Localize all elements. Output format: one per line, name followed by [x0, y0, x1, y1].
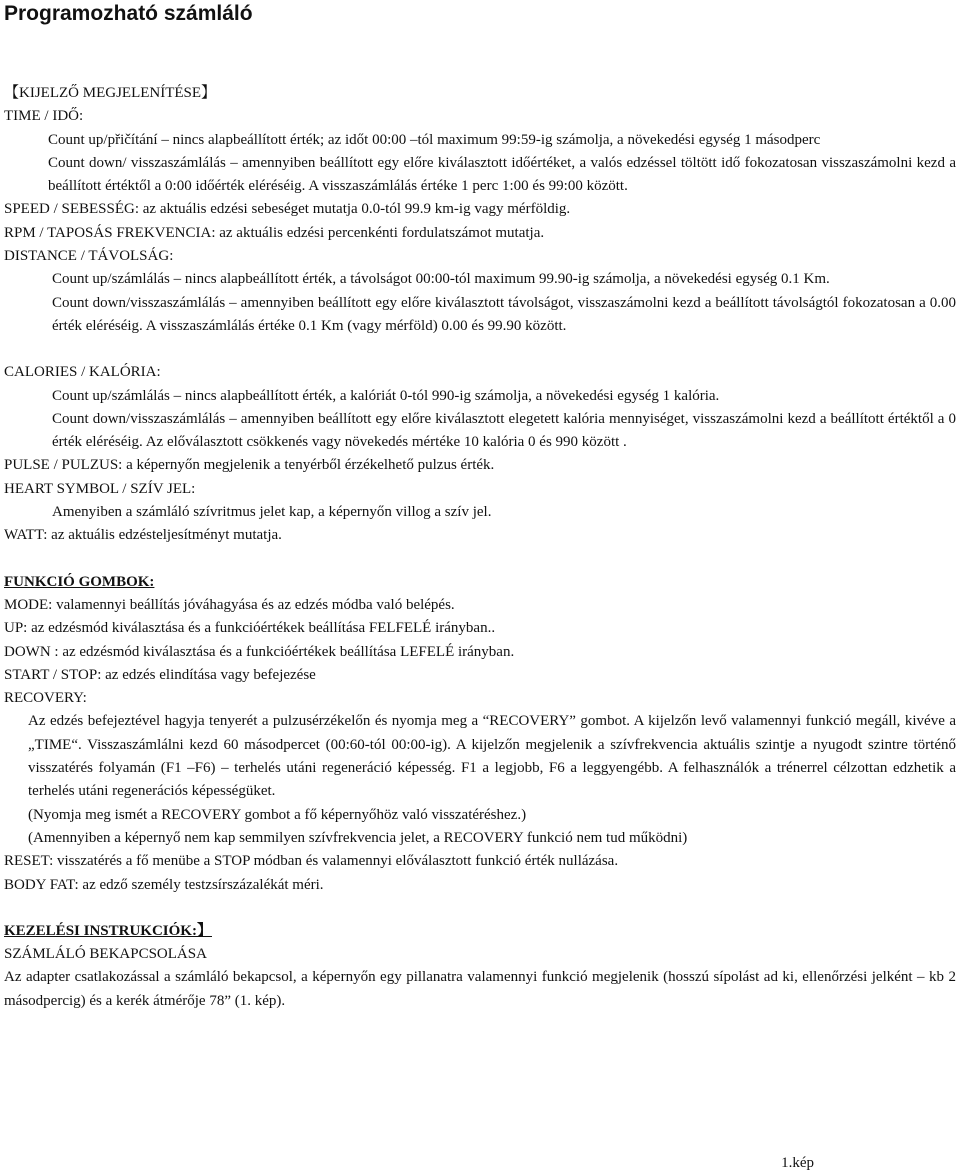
down-text: DOWN : az edzésmód kiválasztása és a funkcióértékek beállítása LEFELÉ irányban.	[4, 643, 515, 660]
time-count-down: Count down/ visszaszámlálás – amennyiben beállított egy előre kiválasztott időértéket, a valós edzéssel töltött idő fokozatosan visszaszámolni kezd a beállított értéktől a 0:00 időérték eléréséig. A visszaszámlálás értéke 1 perc 1:00 és 99:00 között.	[48, 154, 956, 195]
start-stop-text: START / STOP: az edzés elindítása vagy befejezése	[4, 666, 316, 683]
up-text: UP: az edzésmód kiválasztása és a funkcióértékek beállítása FELFELÉ irányban..	[4, 620, 496, 637]
recovery-note-1: (Nyomja meg ismét a RECOVERY gombot a fő képernyőhöz való visszatéréshez.)	[28, 806, 527, 823]
heart-text: Amenyiben a számláló szívritmus jelet kap, a képernyőn villog a szív jel.	[52, 504, 492, 521]
recovery-text: Az edzés befejeztével hagyja tenyerét a pulzusérzékelőn és nyomja meg a “RECOVERY” gombot. A kijelzőn levő valamennyi funkció megáll, kivéve a „TIME“. Visszaszámlálni kezd 60 másodpercet (00:60-tól 00:00-ig). A kijelzőn megjelenik a szívfrekvencia aktuális szintje a nyugodt szintre történő visszatérés folyamán (F1 –F6) – terhelés utáni regeneráció képesség. F1 a legjobb, F6 a leggyengébb. A felhasználók a trénerrel célzottan edzhetik a terhelés utáni regenerációs képességüket.	[28, 713, 956, 800]
calories-count-up: Count up/számlálás – nincs alapbeállított érték, a kalóriát 0-tól 990-ig számolja, a növekedési egység 1 kalória.	[52, 387, 720, 404]
calories-count-down: Count down/visszaszámlálás – amennyiben beállított egy előre kiválasztott elegetett kalória mennyiséget, visszaszámolni kezd a beállított értéktől a 0 érték eléréséig. Az előválasztott csökkenés vagy növekedés mértéke 10 kalória 0 és 990 között .	[52, 410, 956, 451]
instructions-heading: KEZELÉSI INSTRUKCIÓK:】	[4, 922, 212, 939]
distance-label: DISTANCE / TÁVOLSÁG:	[4, 248, 174, 265]
distance-count-down: Count down/visszaszámlálás – amennyiben beállított egy előre kiválasztott távolságot, visszaszámolni kezd a beállított távolságtól fokozatosan a 0.00 érték eléréséig. A visszaszámlálás értéke 0.1 Km (vagy mérföld) 0.00 és 99.90 között.	[52, 294, 956, 334]
time-count-up: Count up/přičítání – nincs alapbeállított érték; az időt 00:00 –tól maximum 99:59-ig számolja, a növekedési egység 1 másodperc	[48, 131, 821, 148]
page-title: Programozható számláló	[4, 2, 253, 25]
distance-count-up: Count up/számlálás – nincs alapbeállított érték, a távolságot 00:00-tól maximum 99.90-ig számolja, a növekedési egység 0.1 Km.	[52, 271, 830, 288]
document-body	[4, 82, 956, 1013]
reset-text: RESET: visszatérés a fő menübe a STOP módban és valamennyi előválasztott funkció érték nullázása.	[4, 853, 619, 870]
watt-text: WATT: az aktuális edzésteljesítményt mutatja.	[4, 527, 282, 544]
rpm-text: RPM / TAPOSÁS FREKVENCIA: az aktuális edzési percenkénti fordulatszámot mutatja.	[4, 224, 545, 241]
time-label: TIME / IDŐ:	[4, 108, 84, 125]
instructions-subheading: SZÁMLÁLÓ BEKAPCSOLÁSA	[4, 946, 207, 963]
pulse-text: PULSE / PULZUS: a képernyőn megjelenik a tenyérből érzékelhető pulzus érték.	[4, 457, 495, 474]
recovery-label: RECOVERY:	[4, 690, 87, 707]
speed-text: SPEED / SEBESSÉG: az aktuális edzési sebeséget mutatja 0.0-tól 99.9 km-ig vagy mérföldig.	[4, 201, 571, 218]
body-fat-text: BODY FAT: az edző személy testzsírszázalékát méri.	[4, 876, 324, 893]
heart-label: HEART SYMBOL / SZÍV JEL:	[4, 480, 196, 497]
functions-heading: FUNKCIÓ GOMBOK:	[4, 573, 155, 590]
calories-label: CALORIES / KALÓRIA:	[4, 364, 161, 381]
recovery-note-2: (Amennyiben a képernyő nem kap semmilyen szívfrekvencia jelet, a RECOVERY funkció nem tud működni)	[28, 829, 688, 846]
figure-caption: 1.kép	[781, 1155, 814, 1171]
mode-text: MODE: valamennyi beállítás jóváhagyása és az edzés módba való belépés.	[4, 596, 455, 613]
display-heading: 【KIJELZŐ MEGJELENÍTÉSE】	[4, 85, 217, 101]
instructions-text: Az adapter csatlakozással a számláló bekapcsol, a képernyőn egy pillanatra valamennyi funkció megjelenik (hosszú sípolást ad ki, ellenőrzési jelként – kb 2 másodpercig) és a kerék átmérője 78” (1. kép).	[4, 969, 956, 1009]
